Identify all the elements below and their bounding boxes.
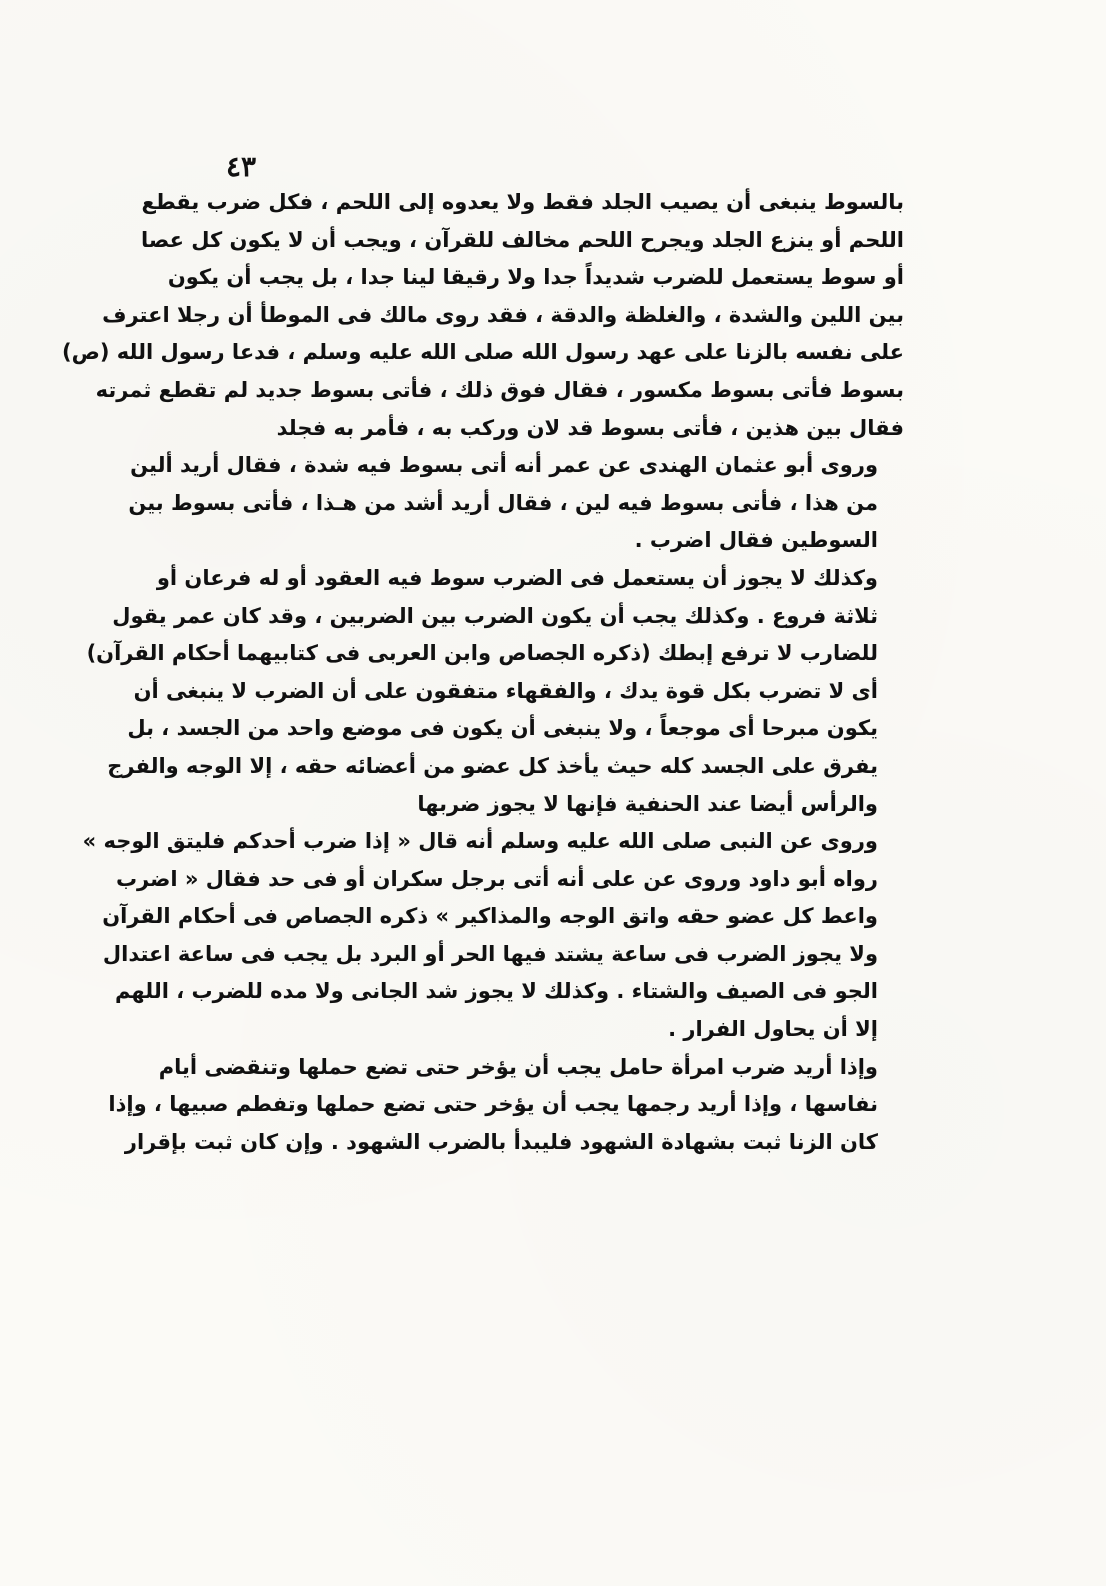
text-line: يفرق على الجسد كله حيث يأخذ كل عضو من أعضائه حقه ، إلا الوجه والفرج <box>107 753 878 778</box>
paragraph <box>82 823 904 936</box>
paragraph <box>128 447 904 560</box>
text-line: فقال بين هذين ، فأتى بسوط قد لان وركب به ، فأمر به فجلد <box>276 415 904 440</box>
paragraph <box>62 184 904 447</box>
text-line: والرأس أيضا عند الحنفية فإنها لا يجوز ضربها <box>417 791 878 816</box>
text-line: اللحم أو ينزع الجلد ويجرح اللحم مخالف للقرآن ، ويجب أن لا يكون كل عصا <box>141 227 904 252</box>
text-line: إلا أن يحاول الفرار . <box>668 1017 878 1042</box>
text-line: السوطين فقال اضرب . <box>634 528 878 553</box>
text-line: واعط كل عضو حقه واتق الوجه والمذاكير » ذكره الجصاص فى أحكام القرآن <box>102 904 878 929</box>
text-line: الجو فى الصيف والشتاء . وكذلك لا يجوز شد الجانى ولا مده للضرب ، اللهم <box>114 979 878 1004</box>
text-line: وكذلك لا يجوز أن يستعمل فى الضرب سوط فيه العقود أو له فرعان أو <box>156 565 878 590</box>
body-text <box>62 184 904 1161</box>
text-line: ثلاثة فروع . وكذلك يجب أن يكون الضرب بين الضربين ، وقد كان عمر يقول <box>112 603 878 628</box>
text-line: رواه أبو داود وروى عن على أنه أتى برجل سكران أو فى حد فقال « اضرب <box>115 866 878 891</box>
text-line: كان الزنا ثبت بشهادة الشهود فليبدأ بالضرب الشهود . وإن كان ثبت بإقرار <box>124 1129 878 1154</box>
text-line: أى لا تضرب بكل قوة يدك ، والفقهاء متفقون على أن الضرب لا ينبغى أن <box>133 678 878 703</box>
text-line: ولا يجوز الضرب فى ساعة يشتد فيها الحر أو البرد بل يجب فى ساعة اعتدال <box>102 941 878 966</box>
paragraph <box>86 560 904 823</box>
text-line: وإذا أريد ضرب امرأة حامل يجب أن يؤخر حتى تضع حملها وتنقضى أيام <box>158 1054 878 1079</box>
page-number: ٤٣ <box>226 150 257 183</box>
text-line: نفاسها ، وإذا أريد رجمها يجب أن يؤخر حتى تضع حملها وتفطم صبيها ، وإذا <box>108 1092 878 1117</box>
text-line: من هذا ، فأتى بسوط فيه لين ، فقال أريد أشد من هـذا ، فأتى بسوط بين <box>128 490 878 515</box>
text-line: وروى عن النبى صلى الله عليه وسلم أنه قال « إذا ضرب أحدكم فليتق الوجه » <box>82 829 878 854</box>
paragraph <box>108 1049 904 1162</box>
text-line: وروى أبو عثمان الهندى عن عمر أنه أتى بسوط فيه شدة ، فقال أريد ألين <box>130 453 878 478</box>
text-line: للضارب لا ترفع إبطك (ذكره الجصاص وابن العربى فى كتابيهما أحكام القرآن) <box>86 641 878 666</box>
text-line: على نفسه بالزنا على عهد رسول الله صلى الله عليه وسلم ، فدعا رسول الله (ص) <box>62 340 904 365</box>
text-line: يكون مبرحا أى موجعاً ، ولا ينبغى أن يكون فى موضع واحد من الجسد ، بل <box>127 716 878 741</box>
text-line: أو سوط يستعمل للضرب شديداً جدا ولا رقيقا لينا جدا ، بل يجب أن يكون <box>167 265 904 290</box>
text-line: بين اللين والشدة ، والغلظة والدقة ، فقد روى مالك فى الموطأ أن رجلا اعترف <box>102 302 904 327</box>
text-line: بسوط فأتى بسوط مكسور ، فقال فوق ذلك ، فأتى بسوط جديد لم تقطع ثمرته <box>95 377 904 402</box>
paragraph <box>102 936 904 1049</box>
text-line: بالسوط ينبغى أن يصيب الجلد فقط ولا يعدوه إلى اللحم ، فكل ضرب يقطع <box>141 190 904 214</box>
